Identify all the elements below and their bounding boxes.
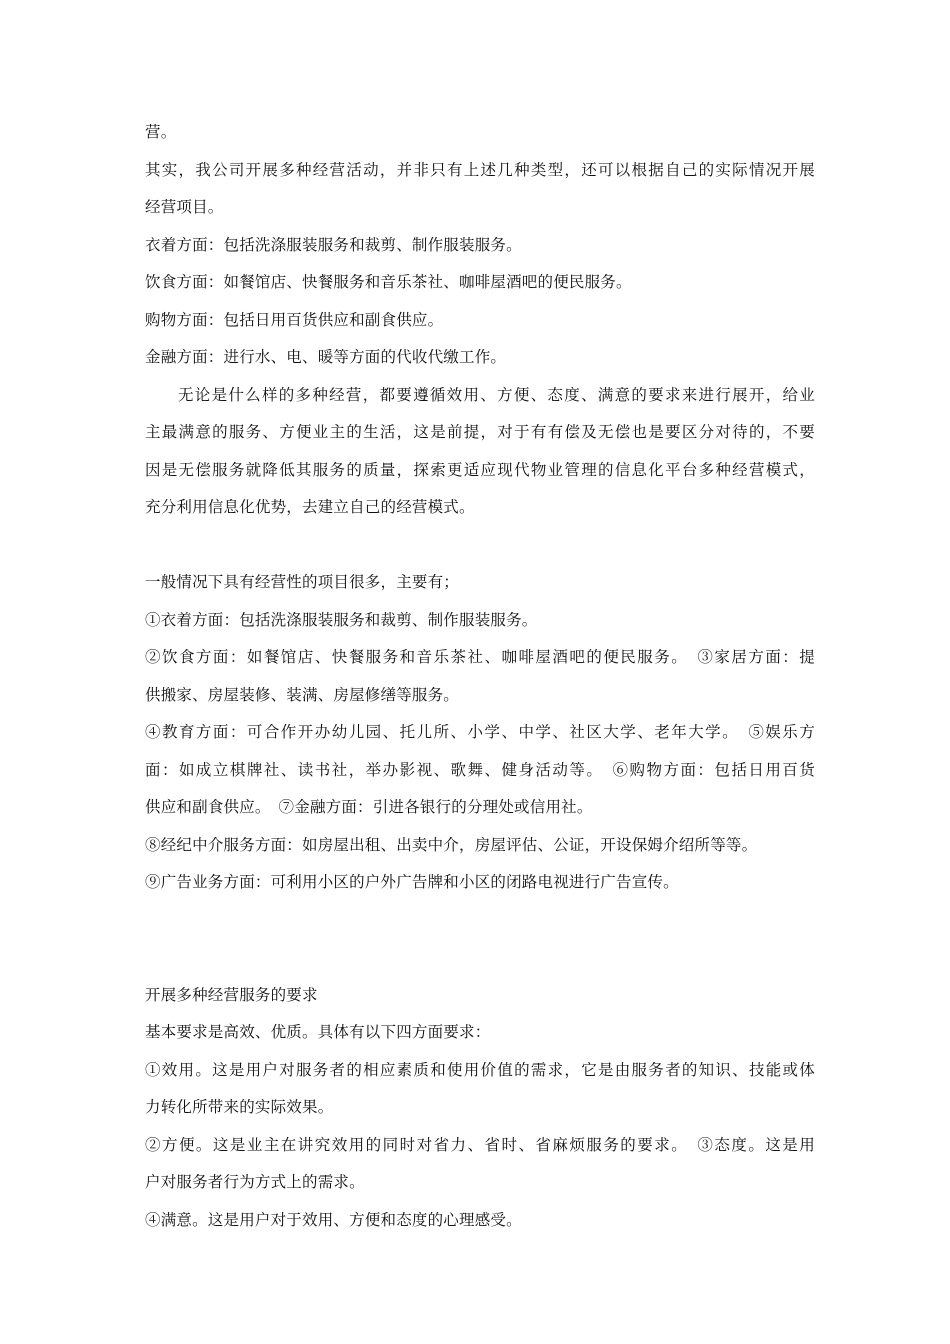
item-1: ①衣着方面：包括洗涤服装服务和裁剪、制作服装服务。: [145, 611, 538, 629]
requirement-2: ②方便。这是业主在讲究效用的同时对省力、省时、省麻烦服务的要求。 ③态度。这是用: [145, 1136, 815, 1154]
text-line-3: 经营项目。: [145, 198, 224, 216]
requirement-1-cont: 力转化所带来的实际效果。: [145, 1098, 334, 1116]
paragraph-line-1: 无论是什么样的多种经营，都要遵循效用、方便、态度、满意的要求来进行展开，给业: [178, 386, 815, 404]
text-line-4: 衣着方面：包括洗涤服装服务和裁剪、制作服装服务。: [145, 236, 522, 254]
paragraph-line-3: 因是无偿服务就降低其服务的质量，探索更适应现代物业管理的信息化平台多种经营模式，: [145, 461, 815, 479]
text-line-7: 金融方面：进行水、电、暖等方面的代收代缴工作。: [145, 348, 507, 366]
item-6-cont: 供应和副食供应。 ⑦金融方面：引进各银行的分理处或信用社。: [145, 798, 593, 816]
paragraph-line-2: 主最满意的服务、方便业主的生活，这是前提，对于有有偿及无偿也是要区分对待的，不要: [145, 423, 815, 441]
text-line-5: 饮食方面：如餐馆店、快餐服务和音乐茶社、咖啡屋酒吧的便民服务。: [145, 273, 632, 291]
section-heading: 开展多种经营服务的要求: [145, 986, 318, 1004]
item-9: ⑨广告业务方面：可利用小区的户外广告牌和小区的闭路电视进行广告宣传。: [145, 873, 679, 891]
text-line-2: 其实，我公司开展多种经营活动，并非只有上述几种类型，还可以根据自己的实际情况开展: [145, 161, 815, 179]
section-intro: 一般情况下具有经营性的项目很多，主要有；: [145, 573, 460, 591]
item-5: 面：如成立棋牌社、读书社，举办影视、歌舞、健身活动等。 ⑥购物方面：包括日用百货: [145, 761, 815, 779]
paragraph-line-4: 充分利用信息化优势，去建立自己的经营模式。: [145, 498, 475, 516]
requirement-3-cont: 户对服务者行为方式上的需求。: [145, 1173, 365, 1191]
item-2-cont: 供搬家、房屋装修、装满、房屋修缮等服务。: [145, 686, 460, 704]
requirement-1: ①效用。这是用户对服务者的相应素质和使用价值的需求，它是由服务者的知识、技能或体: [145, 1061, 815, 1079]
requirements-intro: 基本要求是高效、优质。具体有以下四方面要求：: [145, 1023, 491, 1041]
item-8: ⑧经纪中介服务方面：如房屋出租、出卖中介，房屋评估、公证，开设保姆介绍所等等。: [145, 836, 758, 854]
text-line-1: 营。: [145, 123, 177, 141]
item-4: ④教育方面：可合作开办幼儿园、托儿所、小学、中学、社区大学、老年大学。 ⑤娱乐方: [145, 723, 815, 741]
text-line-6: 购物方面：包括日用百货供应和副食供应。: [145, 311, 444, 329]
item-2: ②饮食方面：如餐馆店、快餐服务和音乐茶社、咖啡屋酒吧的便民服务。 ③家居方面：提: [145, 648, 815, 666]
requirement-4: ④满意。这是用户对于效用、方便和态度的心理感受。: [145, 1211, 522, 1229]
